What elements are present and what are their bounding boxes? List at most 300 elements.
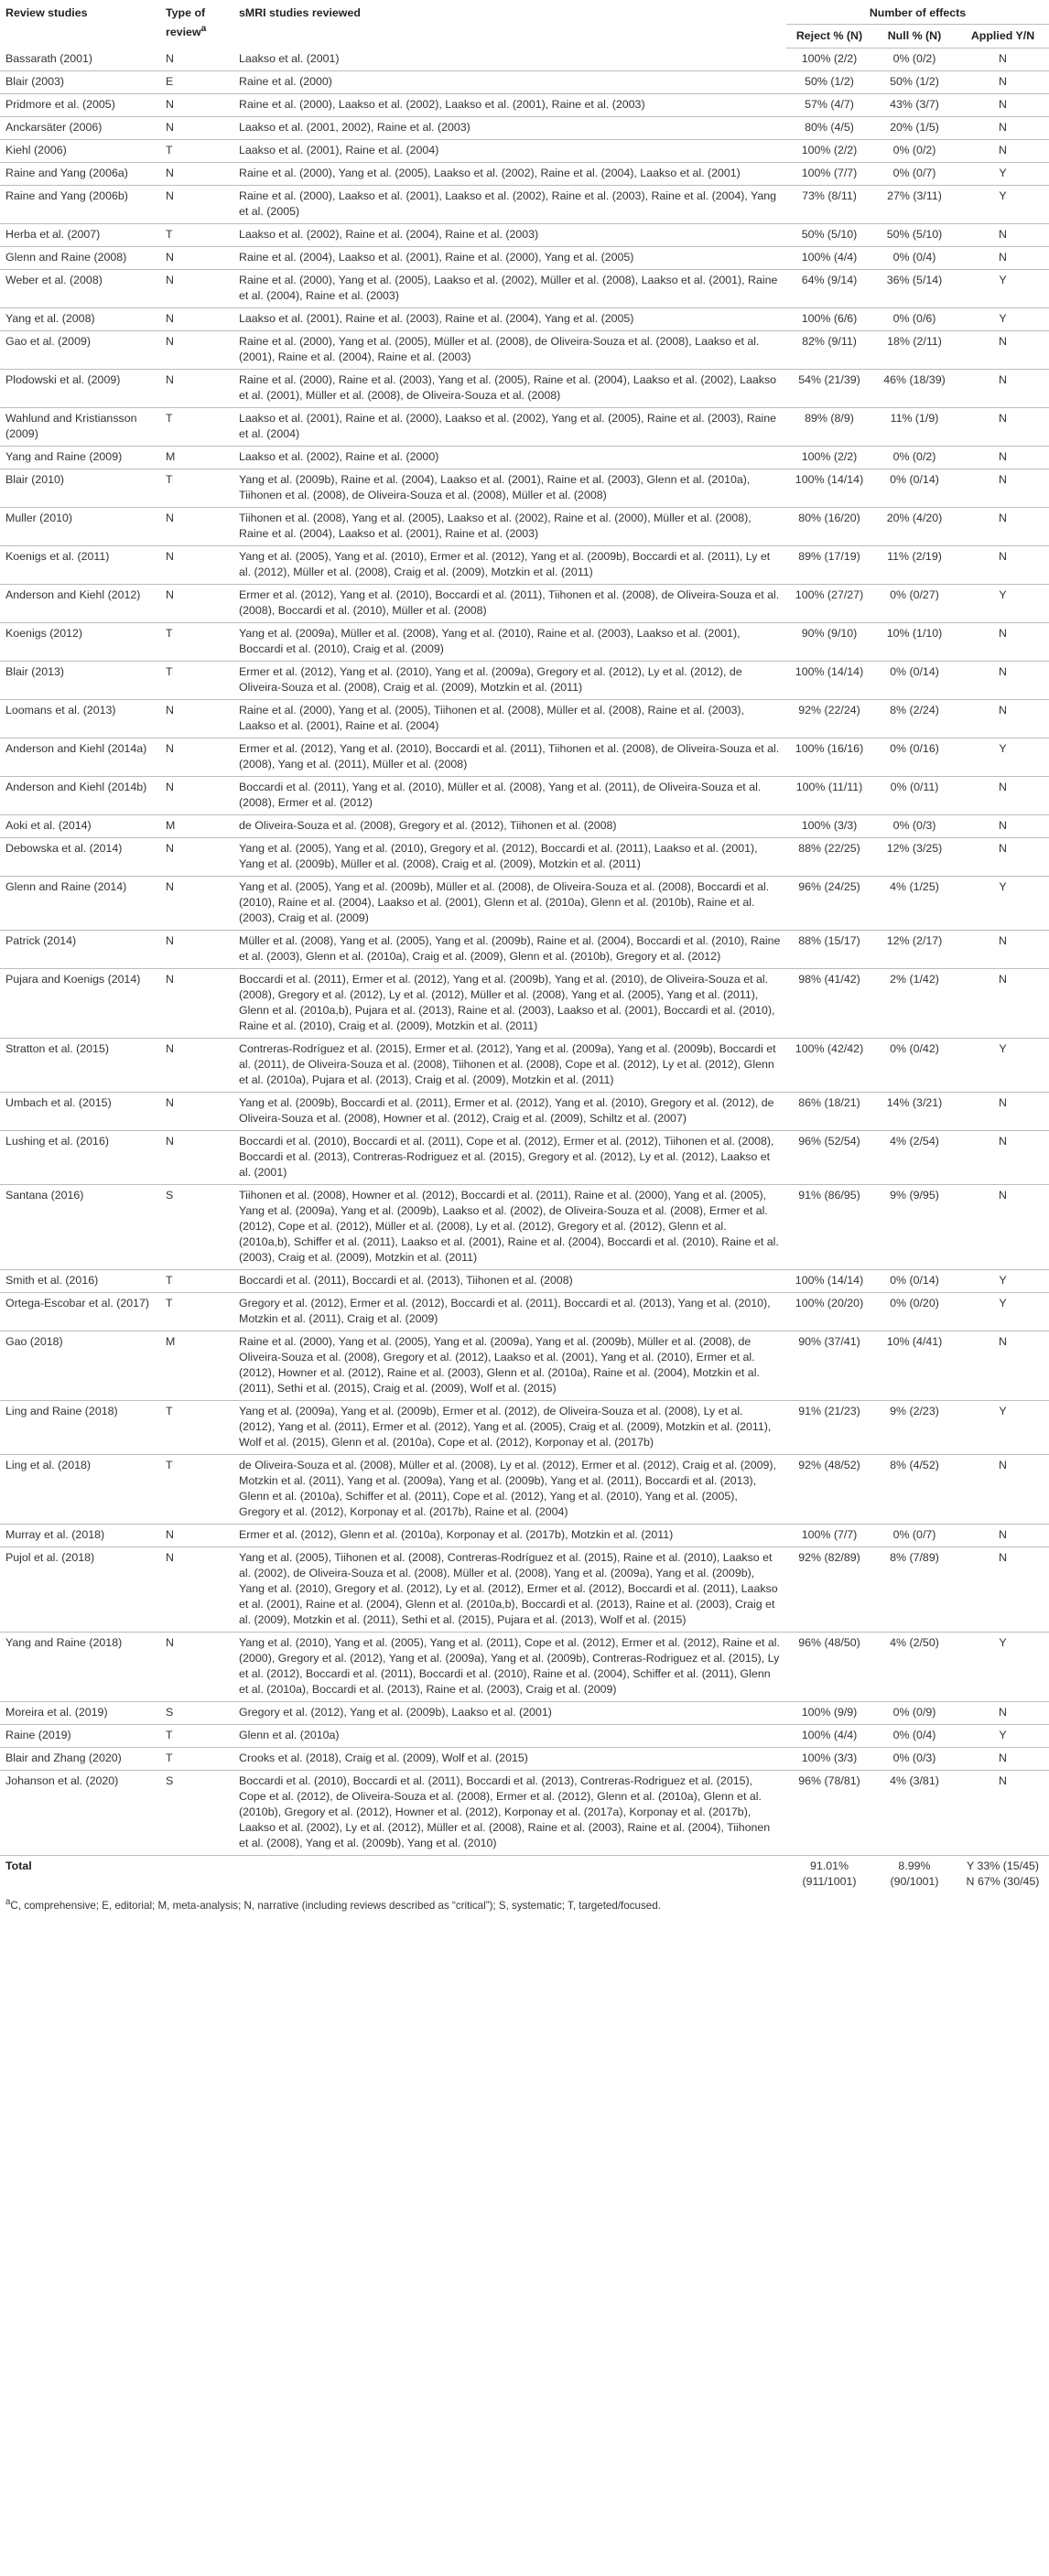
applied-cell: N <box>957 94 1049 117</box>
type-cell: S <box>160 1185 233 1270</box>
reject-cell: 96% (48/50) <box>786 1633 872 1702</box>
review-study-cell: Herba et al. (2007) <box>0 224 160 247</box>
table-row <box>0 1401 1049 1455</box>
table-footnote <box>0 1893 1049 1914</box>
smri-studies-cell: Yang et al. (2009b), Raine et al. (2004), Laakso et al. (2001), Raine et al. (2003), Glenn et al. (2010a), Tiihonen et al. (2008), de Oliveira-Souza et al. (2008), Müller et al. (2008) <box>233 469 786 508</box>
reject-cell: 88% (15/17) <box>786 931 872 969</box>
null-cell: 0% (0/27) <box>872 585 957 623</box>
type-cell: T <box>160 408 233 447</box>
table-row <box>0 1771 1049 1856</box>
type-cell: N <box>160 738 233 777</box>
applied-cell: N <box>957 662 1049 700</box>
smri-studies-cell: Tiihonen et al. (2008), Howner et al. (2012), Boccardi et al. (2011), Raine et al. (2000), Yang et al. (2005), Yang et al. (2009a), Yang et al. (2009b), Laakso et al. (2002), de Oliveira-Souza et al. (2008), Ermer et al. (2012), Cope et al. (2012), Müller et al. (2008), Ly et al. (2012), Gregory et al. (2012), Glenn et al. (2010a,b), Schiffer et al. (2011), Laakso et al. (2001), Raine et al. (2004), Boccardi et al. (2010), Raine et al. (2003), Craig et al. (2009), Motzkin et al. (2011) <box>233 1185 786 1270</box>
smri-studies-cell: Crooks et al. (2018), Craig et al. (2009), Wolf et al. (2015) <box>233 1748 786 1771</box>
reject-cell: 82% (9/11) <box>786 331 872 370</box>
null-cell: 10% (4/41) <box>872 1331 957 1401</box>
applied-cell: N <box>957 546 1049 585</box>
smri-studies-cell: Yang et al. (2009a), Yang et al. (2009b), Ermer et al. (2012), de Oliveira-Souza et al. (2008), Ly et al. (2012), Yang et al. (2011), Ermer et al. (2012), Yang et al. (2005), Craig et al. (2009), Motzkin et al. (2011), Wolf et al. (2015), Glenn et al. (2010a), Cope et al. (2012), Korponay et al. (2017b) <box>233 1401 786 1455</box>
reject-cell: 89% (17/19) <box>786 546 872 585</box>
null-cell: 0% (0/2) <box>872 140 957 163</box>
table-row <box>0 700 1049 738</box>
header-null: Null % (N) <box>872 25 957 49</box>
null-cell: 12% (3/25) <box>872 838 957 877</box>
smri-studies-cell: de Oliveira-Souza et al. (2008), Gregory et al. (2012), Tiihonen et al. (2008) <box>233 815 786 838</box>
type-cell: T <box>160 1455 233 1525</box>
type-cell: S <box>160 1771 233 1856</box>
applied-cell: N <box>957 1185 1049 1270</box>
header-applied: Applied Y/N <box>957 25 1049 49</box>
applied-cell: N <box>957 777 1049 815</box>
applied-cell: N <box>957 1748 1049 1771</box>
reject-cell: 100% (42/42) <box>786 1039 872 1093</box>
smri-studies-cell: Ermer et al. (2012), Yang et al. (2010), Yang et al. (2009a), Gregory et al. (2012), Ly et al. (2012), de Oliveira-Souza et al. (2008), Craig et al. (2009), Motzkin et al. (2011) <box>233 662 786 700</box>
table-row <box>0 140 1049 163</box>
type-cell: T <box>160 224 233 247</box>
reject-cell: 64% (9/14) <box>786 270 872 308</box>
review-study-cell: Debowska et al. (2014) <box>0 838 160 877</box>
table-row <box>0 1131 1049 1185</box>
applied-cell: N <box>957 469 1049 508</box>
applied-cell: N <box>957 1525 1049 1547</box>
type-cell: N <box>160 777 233 815</box>
table-row <box>0 186 1049 224</box>
review-study-cell: Ortega-Escobar et al. (2017) <box>0 1293 160 1331</box>
reject-cell: 100% (20/20) <box>786 1293 872 1331</box>
header-type-of-review <box>160 0 233 49</box>
applied-cell: N <box>957 71 1049 94</box>
applied-cell: N <box>957 623 1049 662</box>
smri-studies-cell: Yang et al. (2005), Yang et al. (2009b), Müller et al. (2008), de Oliveira-Souza et al. (2008), Boccardi et al. (2010), Raine et al. (2004), Laakso et al. (2001), Glenn et al. (2010a), Glenn et al. (2010b), Raine et al. (2003), Craig et al. (2009) <box>233 877 786 931</box>
reject-cell: 100% (6/6) <box>786 308 872 331</box>
smri-studies-cell: Gregory et al. (2012), Yang et al. (2009b), Laakso et al. (2001) <box>233 1702 786 1725</box>
review-study-cell: Koenigs et al. (2011) <box>0 546 160 585</box>
applied-cell: N <box>957 815 1049 838</box>
type-cell: N <box>160 94 233 117</box>
applied-cell: N <box>957 247 1049 270</box>
applied-cell: N <box>957 1547 1049 1633</box>
null-cell: 27% (3/11) <box>872 186 957 224</box>
review-study-cell: Raine and Yang (2006a) <box>0 163 160 186</box>
type-cell: N <box>160 270 233 308</box>
applied-cell: Y <box>957 186 1049 224</box>
review-study-cell: Pujara and Koenigs (2014) <box>0 969 160 1039</box>
review-study-cell: Bassarath (2001) <box>0 49 160 71</box>
type-cell: M <box>160 447 233 469</box>
total-type-cell <box>160 1856 233 1894</box>
review-study-cell: Anckarsäter (2006) <box>0 117 160 140</box>
applied-cell: Y <box>957 1725 1049 1748</box>
table-row <box>0 469 1049 508</box>
review-study-cell: Umbach et al. (2015) <box>0 1093 160 1131</box>
null-cell: 10% (1/10) <box>872 623 957 662</box>
reject-cell: 100% (11/11) <box>786 777 872 815</box>
type-cell: T <box>160 1270 233 1293</box>
applied-cell: N <box>957 1331 1049 1401</box>
applied-cell: Y <box>957 877 1049 931</box>
reject-cell: 100% (9/9) <box>786 1702 872 1725</box>
null-cell: 11% (2/19) <box>872 546 957 585</box>
review-study-cell: Weber et al. (2008) <box>0 270 160 308</box>
null-cell: 12% (2/17) <box>872 931 957 969</box>
null-cell: 11% (1/9) <box>872 408 957 447</box>
smri-studies-cell: Raine et al. (2000) <box>233 71 786 94</box>
type-cell: T <box>160 140 233 163</box>
table-row <box>0 1748 1049 1771</box>
smri-studies-cell: Raine et al. (2000), Yang et al. (2005), Laakso et al. (2002), Raine et al. (2004), Laakso et al. (2001) <box>233 163 786 186</box>
applied-cell: N <box>957 931 1049 969</box>
reject-cell: 100% (2/2) <box>786 140 872 163</box>
applied-cell: N <box>957 224 1049 247</box>
null-cell: 0% (0/4) <box>872 247 957 270</box>
applied-cell: Y <box>957 1633 1049 1702</box>
applied-cell: Y <box>957 308 1049 331</box>
reject-cell: 50% (5/10) <box>786 224 872 247</box>
type-cell: N <box>160 117 233 140</box>
smri-studies-cell: Raine et al. (2000), Yang et al. (2005), Yang et al. (2009a), Yang et al. (2009b), Müller et al. (2008), de Oliveira-Souza et al. (2008), Gregory et al. (2012), Laakso et al. (2001), Yang et al. (2010), Ermer et al. (2012), Howner et al. (2012), Raine et al. (2003), Glenn et al. (2010a), Raine et al. (2004), Motzkin et al. (2011), Sethi et al. (2015), Craig et al. (2009), Wolf et al. (2015) <box>233 1331 786 1401</box>
table-row <box>0 969 1049 1039</box>
null-cell: 4% (1/25) <box>872 877 957 931</box>
type-cell: T <box>160 1725 233 1748</box>
smri-studies-cell: Müller et al. (2008), Yang et al. (2005), Yang et al. (2009b), Raine et al. (2004), Boccardi et al. (2010), Raine et al. (2003), Glenn et al. (2010a), Craig et al. (2009), Glenn et al. (2010b), Gregory et al. (2012) <box>233 931 786 969</box>
smri-studies-cell: Laakso et al. (2002), Raine et al. (2004), Raine et al. (2003) <box>233 224 786 247</box>
smri-studies-cell: Yang et al. (2010), Yang et al. (2005), Yang et al. (2011), Cope et al. (2012), Ermer et al. (2012), Raine et al. (2000), Gregory et al. (2012), Yang et al. (2009a), Yang et al. (2009b), Contreras-Rodriguez et al. (2015), Ly et al. (2012), Boccardi et al. (2011), Boccardi et al. (2010), Raine et al. (2004), Schiffer et al. (2011), Glenn et al. (2010a), Boccardi et al. (2013), Raine et al. (2003), Craig et al. (2009) <box>233 1633 786 1702</box>
review-study-cell: Kiehl (2006) <box>0 140 160 163</box>
type-cell: N <box>160 1039 233 1093</box>
table-row <box>0 1185 1049 1270</box>
reject-cell: 90% (9/10) <box>786 623 872 662</box>
table-row <box>0 1093 1049 1131</box>
type-cell: N <box>160 700 233 738</box>
table-row <box>0 546 1049 585</box>
type-cell: N <box>160 1547 233 1633</box>
review-study-cell: Wahlund and Kristiansson (2009) <box>0 408 160 447</box>
reject-cell: 91% (21/23) <box>786 1401 872 1455</box>
review-study-cell: Smith et al. (2016) <box>0 1270 160 1293</box>
review-study-cell: Blair and Zhang (2020) <box>0 1748 160 1771</box>
table-row <box>0 447 1049 469</box>
table-row <box>0 163 1049 186</box>
type-cell: N <box>160 1525 233 1547</box>
review-study-cell: Koenigs (2012) <box>0 623 160 662</box>
type-cell: N <box>160 247 233 270</box>
type-cell: E <box>160 71 233 94</box>
review-study-cell: Blair (2010) <box>0 469 160 508</box>
applied-cell: Y <box>957 270 1049 308</box>
applied-cell: N <box>957 700 1049 738</box>
applied-cell: Y <box>957 1293 1049 1331</box>
smri-studies-cell: Laakso et al. (2001), Raine et al. (2003), Raine et al. (2004), Yang et al. (2005) <box>233 308 786 331</box>
type-cell: S <box>160 1702 233 1725</box>
applied-cell: N <box>957 838 1049 877</box>
null-cell: 9% (2/23) <box>872 1401 957 1455</box>
reject-cell: 54% (21/39) <box>786 370 872 408</box>
table-row <box>0 1525 1049 1547</box>
applied-cell: N <box>957 49 1049 71</box>
null-cell: 8% (4/52) <box>872 1455 957 1525</box>
table-row <box>0 49 1049 71</box>
type-cell: N <box>160 308 233 331</box>
smri-studies-cell: Raine et al. (2000), Laakso et al. (2002), Laakso et al. (2001), Raine et al. (2003) <box>233 94 786 117</box>
review-study-cell: Blair (2003) <box>0 71 160 94</box>
reject-cell: 73% (8/11) <box>786 186 872 224</box>
applied-cell: Y <box>957 163 1049 186</box>
null-cell: 0% (0/7) <box>872 1525 957 1547</box>
null-cell: 0% (0/2) <box>872 447 957 469</box>
table-row <box>0 662 1049 700</box>
reject-cell: 100% (14/14) <box>786 662 872 700</box>
type-cell: N <box>160 1633 233 1702</box>
smri-studies-cell: de Oliveira-Souza et al. (2008), Müller et al. (2008), Ly et al. (2012), Ermer et al. (2012), Craig et al. (2009), Motzkin et al. (2011), Yang et al. (2009a), Yang et al. (2009b), Yang et al. (2011), Boccardi et al. (2013), Glenn et al. (2010a), Schiffer et al. (2011), Cope et al. (2012), Yang et al. (2010), Yang et al. (2005), Gregory et al. (2012), Korponay et al. (2017b), Raine et al. (2004) <box>233 1455 786 1525</box>
table-row <box>0 117 1049 140</box>
review-study-cell: Glenn and Raine (2014) <box>0 877 160 931</box>
null-cell: 4% (2/50) <box>872 1633 957 1702</box>
type-cell: N <box>160 931 233 969</box>
smri-studies-cell: Laakso et al. (2001), Raine et al. (2004) <box>233 140 786 163</box>
review-study-cell: Yang and Raine (2009) <box>0 447 160 469</box>
smri-studies-cell: Boccardi et al. (2010), Boccardi et al. (2011), Boccardi et al. (2013), Contreras-Rodriguez et al. (2015), Cope et al. (2012), de Oliveira-Souza et al. (2008), Ermer et al. (2012), Glenn et al. (2010a), Glenn et al. (2010b), Gregory et al. (2012), Howner et al. (2012), Korponay et al. (2017a), Korponay et al. (2017b), Laakso et al. (2002), Ly et al. (2012), Müller et al. (2008), Raine et al. (2003), Raine et al. (2004), Tiihonen et al. (2008), Yang et al. (2009b), Yang et al. (2010) <box>233 1771 786 1856</box>
null-cell: 2% (1/42) <box>872 969 957 1039</box>
null-cell: 0% (0/20) <box>872 1293 957 1331</box>
reject-cell: 80% (16/20) <box>786 508 872 546</box>
review-study-cell: Anderson and Kiehl (2014a) <box>0 738 160 777</box>
smri-studies-cell: Raine et al. (2000), Raine et al. (2003), Yang et al. (2005), Raine et al. (2004), Laakso et al. (2002), Laakso et al. (2001), Müller et al. (2008), de Oliveira-Souza et al. (2008) <box>233 370 786 408</box>
smri-studies-cell: Yang et al. (2009b), Boccardi et al. (2011), Ermer et al. (2012), Yang et al. (2010), Gregory et al. (2012), de Oliveira-Souza et al. (2008), Howner et al. (2012), Craig et al. (2009), Schiltz et al. (2007) <box>233 1093 786 1131</box>
smri-studies-cell: Glenn et al. (2010a) <box>233 1725 786 1748</box>
reject-cell: 90% (37/41) <box>786 1331 872 1401</box>
null-cell: 20% (4/20) <box>872 508 957 546</box>
review-study-cell: Pujol et al. (2018) <box>0 1547 160 1633</box>
review-study-cell: Ling et al. (2018) <box>0 1455 160 1525</box>
table-row <box>0 838 1049 877</box>
reject-cell: 96% (78/81) <box>786 1771 872 1856</box>
null-cell: 0% (0/4) <box>872 1725 957 1748</box>
null-cell: 50% (5/10) <box>872 224 957 247</box>
null-cell: 0% (0/7) <box>872 163 957 186</box>
null-cell: 0% (0/14) <box>872 469 957 508</box>
table-row <box>0 1455 1049 1525</box>
reject-cell: 100% (2/2) <box>786 49 872 71</box>
null-cell: 0% (0/14) <box>872 662 957 700</box>
type-cell: N <box>160 370 233 408</box>
smri-studies-cell: Tiihonen et al. (2008), Yang et al. (2005), Laakso et al. (2002), Raine et al. (2000), Müller et al. (2008), Raine et al. (2004), Laakso et al. (2001), Raine et al. (2003) <box>233 508 786 546</box>
table-row <box>0 738 1049 777</box>
applied-cell: N <box>957 370 1049 408</box>
type-cell: N <box>160 877 233 931</box>
null-cell: 0% (0/3) <box>872 815 957 838</box>
review-study-cell: Santana (2016) <box>0 1185 160 1270</box>
review-study-cell: Patrick (2014) <box>0 931 160 969</box>
total-reject: 91.01% (911/1001) <box>802 1859 857 1888</box>
review-study-cell: Raine and Yang (2006b) <box>0 186 160 224</box>
reject-cell: 88% (22/25) <box>786 838 872 877</box>
null-cell: 0% (0/6) <box>872 308 957 331</box>
reject-cell: 100% (4/4) <box>786 1725 872 1748</box>
type-cell: T <box>160 1401 233 1455</box>
reject-cell: 91% (86/95) <box>786 1185 872 1270</box>
applied-cell: N <box>957 969 1049 1039</box>
smri-studies-cell: Gregory et al. (2012), Ermer et al. (2012), Boccardi et al. (2011), Boccardi et al. (2013), Yang et al. (2010), Motzkin et al. (2011), Craig et al. (2009) <box>233 1293 786 1331</box>
smri-studies-cell: Ermer et al. (2012), Yang et al. (2010), Boccardi et al. (2011), Tiihonen et al. (2008), de Oliveira-Souza et al. (2008), Yang et al. (2011), Müller et al. (2008) <box>233 738 786 777</box>
review-study-cell: Yang and Raine (2018) <box>0 1633 160 1702</box>
reject-cell: 100% (2/2) <box>786 447 872 469</box>
null-cell: 0% (0/11) <box>872 777 957 815</box>
table-row <box>0 408 1049 447</box>
applied-cell: N <box>957 408 1049 447</box>
reject-cell: 100% (3/3) <box>786 815 872 838</box>
total-row <box>0 1856 1049 1894</box>
header-type-footnote-marker: a <box>200 24 207 34</box>
null-cell: 18% (2/11) <box>872 331 957 370</box>
review-study-cell: Raine (2019) <box>0 1725 160 1748</box>
applied-cell: N <box>957 1131 1049 1185</box>
type-cell: T <box>160 469 233 508</box>
smri-studies-cell: Yang et al. (2005), Yang et al. (2010), Ermer et al. (2012), Yang et al. (2009b), Boccardi et al. (2011), Ly et al. (2012), Müller et al. (2008), Craig et al. (2009), Motzkin et al. (2011) <box>233 546 786 585</box>
null-cell: 14% (3/21) <box>872 1093 957 1131</box>
reject-cell: 98% (41/42) <box>786 969 872 1039</box>
smri-studies-cell: Raine et al. (2000), Yang et al. (2005), Müller et al. (2008), de Oliveira-Souza et al. (2008), Laakso et al. (2001), Raine et al. (2004), Raine et al. (2003) <box>233 331 786 370</box>
review-study-cell: Loomans et al. (2013) <box>0 700 160 738</box>
reject-cell: 100% (7/7) <box>786 1525 872 1547</box>
applied-cell: N <box>957 331 1049 370</box>
null-cell: 0% (0/9) <box>872 1702 957 1725</box>
review-study-cell: Murray et al. (2018) <box>0 1525 160 1547</box>
type-cell: T <box>160 1293 233 1331</box>
smri-studies-cell: Raine et al. (2004), Laakso et al. (2001), Raine et al. (2000), Yang et al. (2005) <box>233 247 786 270</box>
type-cell: N <box>160 969 233 1039</box>
applied-cell: N <box>957 140 1049 163</box>
smri-studies-cell: Ermer et al. (2012), Glenn et al. (2010a), Korponay et al. (2017b), Motzkin et al. (2011) <box>233 1525 786 1547</box>
smri-studies-cell: Yang et al. (2005), Tiihonen et al. (2008), Contreras-Rodríguez et al. (2015), Raine et al. (2010), Laakso et al. (2002), de Oliveira-Souza et al. (2008), Müller et al. (2008), Yang et al. (2009a), Yang et al. (2009b), Yang et al. (2010), Gregory et al. (2012), Ly et al. (2012), Ermer et al. (2012), Boccardi et al. (2011), Laakso et al. (2001), Raine et al. (2004), Glenn et al. (2010a,b), Boccardi et al. (2013), Raine et al. (2003), Craig et al. (2009), Motzkin et al. (2011), Sethi et al. (2015), Pujara et al. (2013), Wolf et al. (2015) <box>233 1547 786 1633</box>
applied-cell: Y <box>957 585 1049 623</box>
smri-studies-cell: Laakso et al. (2001), Raine et al. (2000), Laakso et al. (2002), Yang et al. (2005), Raine et al. (2003), Raine et al. (2004) <box>233 408 786 447</box>
applied-cell: Y <box>957 1401 1049 1455</box>
table-row <box>0 308 1049 331</box>
smri-studies-cell: Laakso et al. (2001) <box>233 49 786 71</box>
null-cell: 0% (0/2) <box>872 49 957 71</box>
table-row <box>0 877 1049 931</box>
applied-cell: N <box>957 1702 1049 1725</box>
review-study-cell: Moreira et al. (2019) <box>0 1702 160 1725</box>
review-study-cell: Anderson and Kiehl (2014b) <box>0 777 160 815</box>
null-cell: 46% (18/39) <box>872 370 957 408</box>
null-cell: 0% (0/14) <box>872 1270 957 1293</box>
reject-cell: 100% (14/14) <box>786 469 872 508</box>
type-cell: N <box>160 163 233 186</box>
table-row <box>0 1633 1049 1702</box>
review-study-cell: Plodowski et al. (2009) <box>0 370 160 408</box>
type-cell: N <box>160 331 233 370</box>
table-row <box>0 224 1049 247</box>
table-row <box>0 331 1049 370</box>
applied-cell: Y <box>957 738 1049 777</box>
reject-cell: 100% (14/14) <box>786 1270 872 1293</box>
review-study-cell: Gao (2018) <box>0 1331 160 1401</box>
table-row <box>0 1331 1049 1401</box>
smri-studies-cell: Contreras-Rodríguez et al. (2015), Ermer et al. (2012), Yang et al. (2009a), Yang et al. (2009b), Boccardi et al. (2011), de Oliveira-Souza et al. (2008), Tiihonen et al. (2008), Cope et al. (2012), Ly et al. (2012), Glenn et al. (2010a), Pujara et al. (2013), Craig et al. (2009), Motzkin et al. (2011) <box>233 1039 786 1093</box>
type-cell: N <box>160 1131 233 1185</box>
smri-studies-cell: Boccardi et al. (2011), Ermer et al. (2012), Yang et al. (2009b), Yang et al. (2010), de Oliveira-Souza et al. (2008), Gregory et al. (2012), Ly et al. (2012), Müller et al. (2008), Yang et al. (2005), Yang et al. (2011), Glenn et al. (2010a,b), Pujara et al. (2013), Raine et al. (2003), Laakso et al. (2001), Boccardi et al. (2010), Raine et al. (2010), Craig et al. (2009), Motzkin et al. (2011) <box>233 969 786 1039</box>
null-cell: 4% (2/54) <box>872 1131 957 1185</box>
review-study-cell: Anderson and Kiehl (2012) <box>0 585 160 623</box>
type-cell: T <box>160 623 233 662</box>
applied-cell: Y <box>957 1039 1049 1093</box>
reject-cell: 100% (4/4) <box>786 247 872 270</box>
review-study-cell: Pridmore et al. (2005) <box>0 94 160 117</box>
smri-studies-cell: Raine et al. (2000), Yang et al. (2005), Tiihonen et al. (2008), Müller et al. (2008), Raine et al. (2003), Laakso et al. (2001), Raine et al. (2004) <box>233 700 786 738</box>
type-cell: N <box>160 508 233 546</box>
table-row <box>0 71 1049 94</box>
null-cell: 36% (5/14) <box>872 270 957 308</box>
table-row <box>0 247 1049 270</box>
reject-cell: 92% (22/24) <box>786 700 872 738</box>
review-study-cell: Glenn and Raine (2008) <box>0 247 160 270</box>
review-study-cell: Lushing et al. (2016) <box>0 1131 160 1185</box>
table-row <box>0 1270 1049 1293</box>
smri-studies-cell: Raine et al. (2000), Yang et al. (2005), Laakso et al. (2002), Müller et al. (2008), Laakso et al. (2001), Raine et al. (2004), Raine et al. (2003) <box>233 270 786 308</box>
table-row <box>0 777 1049 815</box>
review-study-cell: Johanson et al. (2020) <box>0 1771 160 1856</box>
footnote-text: C, comprehensive; E, editorial; M, meta-analysis; N, narrative (including reviews described as “critical”); S, systematic; T, targeted/focused. <box>10 1899 661 1912</box>
table-row <box>0 1725 1049 1748</box>
header-number-of-effects: Number of effects <box>786 0 1049 25</box>
table-row <box>0 370 1049 408</box>
header-review-studies: Review studies <box>5 6 88 19</box>
table-row <box>0 815 1049 838</box>
null-cell: 8% (2/24) <box>872 700 957 738</box>
smri-studies-cell: Boccardi et al. (2010), Boccardi et al. (2011), Cope et al. (2012), Ermer et al. (2012), Tiihonen et al. (2008), Boccardi et al. (2013), Contreras-Rodriguez et al. (2015), Gregory et al. (2012), Ly et al. (2012), Laakso et al. (2001) <box>233 1131 786 1185</box>
applied-cell: N <box>957 508 1049 546</box>
null-cell: 43% (3/7) <box>872 94 957 117</box>
type-cell: N <box>160 585 233 623</box>
total-null: 8.99% (90/1001) <box>890 1859 939 1888</box>
table-row <box>0 1547 1049 1633</box>
reject-cell: 96% (24/25) <box>786 877 872 931</box>
table-row <box>0 931 1049 969</box>
review-study-cell: Stratton et al. (2015) <box>0 1039 160 1093</box>
table-row <box>0 94 1049 117</box>
header-smri-studies: sMRI studies reviewed <box>239 6 361 19</box>
smri-studies-cell: Ermer et al. (2012), Yang et al. (2010), Boccardi et al. (2011), Tiihonen et al. (2008), de Oliveira-Souza et al. (2008), Boccardi et al. (2010), Müller et al. (2008) <box>233 585 786 623</box>
null-cell: 20% (1/5) <box>872 117 957 140</box>
smri-studies-cell: Boccardi et al. (2011), Yang et al. (2010), Müller et al. (2008), Yang et al. (2011), de Oliveira-Souza et al. (2008), Ermer et al. (2012) <box>233 777 786 815</box>
smri-studies-cell: Yang et al. (2009a), Müller et al. (2008), Yang et al. (2010), Raine et al. (2003), Laakso et al. (2001), Boccardi et al. (2010), Craig et al. (2009) <box>233 623 786 662</box>
type-cell: M <box>160 815 233 838</box>
null-cell: 50% (1/2) <box>872 71 957 94</box>
type-cell: N <box>160 186 233 224</box>
table-row <box>0 1702 1049 1725</box>
applied-cell: N <box>957 117 1049 140</box>
reject-cell: 100% (27/27) <box>786 585 872 623</box>
table-row <box>0 508 1049 546</box>
type-cell: N <box>160 546 233 585</box>
footnote-marker: a <box>5 1897 11 1907</box>
null-cell: 4% (3/81) <box>872 1771 957 1856</box>
header-reject: Reject % (N) <box>786 25 872 49</box>
reject-cell: 92% (48/52) <box>786 1455 872 1525</box>
reject-cell: 100% (7/7) <box>786 163 872 186</box>
applied-cell: N <box>957 447 1049 469</box>
smri-studies-cell: Raine et al. (2000), Laakso et al. (2001), Laakso et al. (2002), Raine et al. (2003), Raine et al. (2004), Yang et al. (2005) <box>233 186 786 224</box>
null-cell: 8% (7/89) <box>872 1547 957 1633</box>
type-cell: N <box>160 1093 233 1131</box>
reject-cell: 50% (1/2) <box>786 71 872 94</box>
type-cell: M <box>160 1331 233 1401</box>
type-cell: T <box>160 662 233 700</box>
review-study-cell: Ling and Raine (2018) <box>0 1401 160 1455</box>
table-row <box>0 270 1049 308</box>
null-cell: 0% (0/3) <box>872 1748 957 1771</box>
review-study-cell: Blair (2013) <box>0 662 160 700</box>
